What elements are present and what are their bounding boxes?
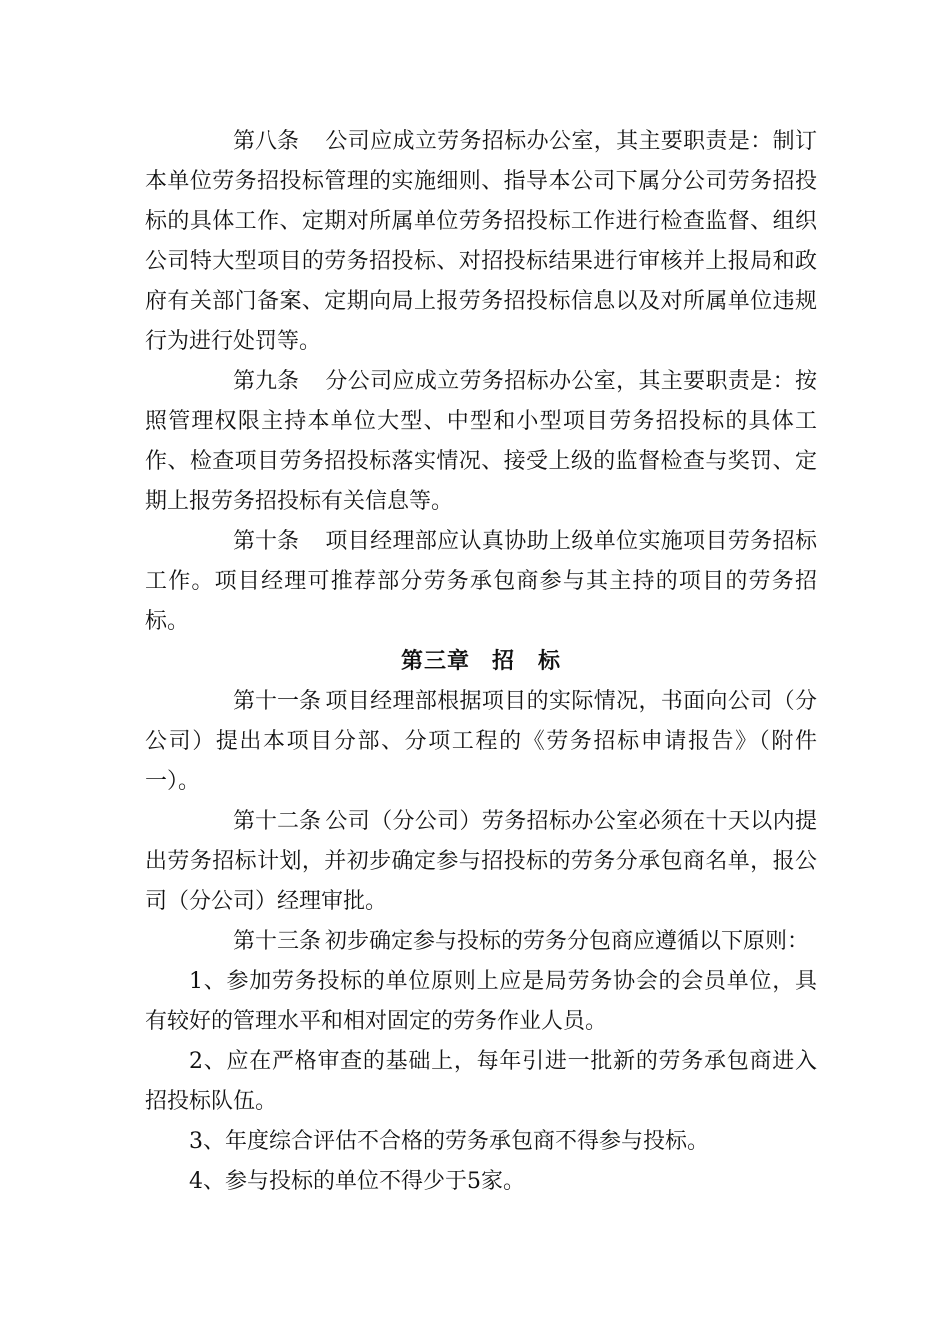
article-label: 第十条 xyxy=(233,529,300,554)
article-text: 分公司应成立劳务招标办公室，其主要职责是：按照管理权限主持本单位大型、中型和小型项目劳务招投标的具体工作、检查项目劳务招投标落实情况、接受上级的监督检查与奖罚、定期上报劳务招投标有关信息等。 xyxy=(145,369,817,514)
article-label: 第十二条 xyxy=(233,809,322,834)
article-11 xyxy=(145,682,817,802)
article-label: 第九条 xyxy=(233,369,300,394)
article-text: 公司应成立劳务招标办公室，其主要职责是：制订本单位劳务招投标管理的实施细则、指导本公司下属分公司劳务招投标的具体工作、定期对所属单位劳务招投标工作进行检查监督、组织公司特大型项目的劳务招投标、对招投标结果进行审核并上报局和政府有关部门备案、定期向局上报劳务招投标信息以及对所属单位违规行为进行处罚等。 xyxy=(145,129,817,354)
principle-1: 1、参加劳务投标的单位原则上应是局劳务协会的会员单位，具有较好的管理水平和相对固定的劳务作业人员。 xyxy=(145,969,817,1034)
article-9 xyxy=(145,362,817,522)
article-12 xyxy=(145,802,817,922)
article-8 xyxy=(145,122,817,362)
article-10 xyxy=(145,522,817,642)
principle-2: 2、应在严格审查的基础上，每年引进一批新的劳务承包商进入招投标队伍。 xyxy=(145,1049,817,1114)
article-label: 第十一条 xyxy=(233,689,322,714)
chapter-heading xyxy=(145,642,817,682)
article-text: 项目经理部应认真协助上级单位实施项目劳务招标工作。项目经理可推荐部分劳务承包商参与其主持的项目的劳务招标。 xyxy=(145,529,817,634)
chapter-title: 招 标 xyxy=(492,649,562,674)
principle-3: 3、年度综合评估不合格的劳务承包商不得参与投标。 xyxy=(189,1129,709,1154)
article-13 xyxy=(145,922,817,962)
principle-4: 4、参与投标的单位不得少于5家。 xyxy=(189,1169,525,1194)
article-label: 第十三条 xyxy=(233,929,322,954)
chapter-number: 第三章 xyxy=(400,649,470,674)
document-page xyxy=(145,122,817,1202)
article-label: 第八条 xyxy=(233,129,300,154)
article-text: 初步确定参与投标的劳务分包商应遵循以下原则： xyxy=(325,929,810,954)
article-text: 项目经理部根据项目的实际情况，书面向公司（分公司）提出本项目分部、分项工程的《劳务招标申请报告》（附件一）。 xyxy=(145,689,817,794)
article-text: 公司（分公司）劳务招标办公室必须在十天以内提出劳务招标计划，并初步确定参与招投标的劳务分承包商名单，报公司（分公司）经理审批。 xyxy=(145,809,817,914)
